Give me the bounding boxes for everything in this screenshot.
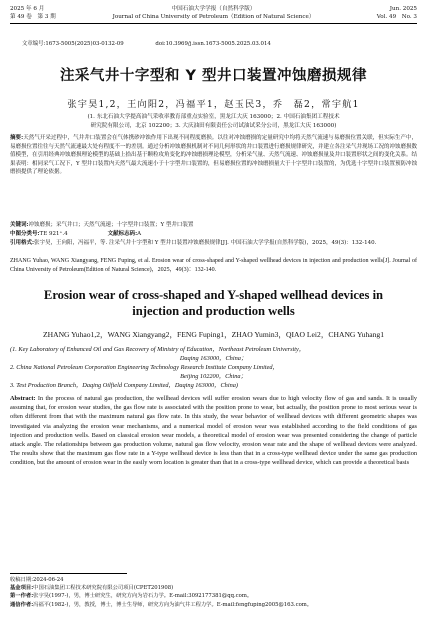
- authors-cn-text: 张宇昊1,2，王向阳2，冯福平1，赵玉民3，乔 磊2，常宇航1: [67, 99, 360, 110]
- first-author-line: [10, 592, 417, 600]
- header-vol-en: Vol. 49 No. 3: [376, 14, 417, 20]
- affiliation-cn-line: (1. 东北石油大学提高油气采收率教育部重点实验室，黑龙江大庆 163000；2. 中国石油集团工程技术: [87, 114, 340, 120]
- clc-code: TE 921⁺.4: [39, 231, 68, 237]
- first-author-text: 张宇昊(1997-)，男，博士研究生，研究方向为岩石力学。E-mail:3092177381@qq.com。: [33, 593, 253, 600]
- first-author-label: 第一作者:: [10, 593, 34, 600]
- header-vol-cn: 第 49 卷 第 3 期: [10, 14, 56, 20]
- affiliation-en-line: 3. Test Production Branch，Daqing Oilfield Company Limited，Daqing 163000，China): [10, 382, 238, 389]
- doc-code-label: 文献标志码:: [107, 231, 138, 237]
- abstract-en-label: Abstract:: [10, 395, 36, 402]
- fund-text: 中国石油集团工程技术研究院有限公司项目(CPET201908): [33, 585, 174, 592]
- header-journal-en: Journal of China University of Petroleum（Edition of Natural Science）: [112, 14, 315, 20]
- citation-en: ZHANG Yuhao, WANG Xiangyang, FENG Fuping, et al. Erosion wear of cross-shaped and Y-shaped wellhead devices in injection and production wells[J]. Journal of China University of Petroleum(Edition of Natural Science)，2025，49(3)：132-140.: [10, 258, 417, 274]
- clc-label: 中图分类号:: [10, 231, 40, 237]
- corresponding-author-text: 冯福平(1982-)，男，教授，博士，博士生导师，研究方向为油气井工程力学。E-mail:fengfuping2005@163.com。: [33, 601, 313, 608]
- header-journal-cn: 中国石油大学学报（自然科学版）: [171, 6, 256, 12]
- footnotes: [10, 576, 417, 609]
- authors-en: ZHANG Yuhao1,2，WANG Xiangyang2，FENG Fuping1，ZHAO Yumin3，QIAO Lei2，CHANG Yuhang1: [42, 330, 385, 339]
- received-date: 收稿日期:2024-06-24: [10, 577, 64, 583]
- header-rule: [10, 23, 417, 24]
- header-date-en: Jun. 2025: [389, 6, 417, 12]
- keywords-cn-label: 关键词:: [10, 222, 29, 228]
- article-meta: [22, 40, 417, 48]
- abstract-cn: [10, 134, 417, 177]
- affiliation-en-line: Beijing 102200，China；: [180, 373, 247, 380]
- header-date: 2025 年 6 月: [10, 6, 45, 12]
- authors-cn: [0, 96, 427, 110]
- article-number: 文章编号:1673-5005(2025)03-0132-09: [22, 41, 124, 47]
- abstract-cn-label: 摘要:: [10, 135, 24, 141]
- citation-cn: [10, 239, 417, 248]
- keywords-cn: [10, 221, 417, 230]
- abstract-cn-text: 天然气开采过程中，气井井口装置会在气体携砂冲蚀作用下出现不同程度磨损。以往对冲蚀磨损的定量研究中均将天然气流速与易磨损位置关联，但实际生产中，易磨损位置往往与天然气流速最大处有程度不一的差别。通过分析冲蚀磨损机制对不同几何形状的井口装置进行磨损规律研究，并建立各注采气井现场工况的冲蚀磨损数值模型，在引用经典冲蚀磨损理论模型的基础上拾出基于颗粒攻角变化的冲蚀磨损理论模型，分析采气量、天然气流速、冲蚀磨损量及井口装置形状之间的变化关系。结果表明：相同采气工况下，Y 型井口装置内天然气最大流速小于十字型井口装置的，但易磨损位置的冲蚀磨损量大于十字型井口装置的，为优选十字型井口装置预防冲蚀磨损提供了理论依据。: [10, 135, 418, 176]
- affiliations-en: [10, 345, 417, 390]
- title-cn: 注采气井十字型和 Y 型井口装置冲蚀磨损规律: [59, 68, 368, 84]
- affiliations-cn: [28, 113, 399, 130]
- corresponding-author-line: [10, 601, 417, 609]
- abstract-en: [10, 394, 417, 468]
- keywords-cn-text: 冲蚀磨损；采气井口；天然气流速；十字型井口装置；Y 型井口装置: [28, 222, 194, 228]
- classification-cn: [10, 230, 417, 239]
- corresponding-author-label: 通信作者:: [10, 601, 34, 608]
- footnote-rule: [10, 573, 127, 574]
- affiliation-en-line: 2. China National Petroleum Corporation Engineering Technology Research Institute Company Limited，: [10, 364, 279, 371]
- citation-cn-label: 引用格式:: [10, 240, 35, 246]
- doi: doi:10.3969/j.issn.1673-5005.2025.03.014: [155, 41, 271, 47]
- affiliation-cn-line: 研究院有限公司，北京 102200；3. 大庆油田有限责任公司试油试采分公司，黑龙江大庆 163000): [90, 122, 337, 129]
- fund-label: 基金项目:: [10, 585, 34, 592]
- abstract-en-text: In the process of natural gas production, the wellhead devices will suffer erosion wears due to high velocity flow of gas and sands. It is usually assuming that, for erosion wear studies, the gas flow rate is associated with the position prone to wear, but actually, the position prone to most serious wear is often different from that with the maximum natural gas flow rate. In this study, the wear behavior of wellhead devices with different geometric shapes was investigated via analyzing the erosion wear mechanisms, and a numerical model of erosion wear was established according to the field conditions of gas injection and production wells. Based on classical erosion wear models, a theoretical model of erosion wear was presented considering the change of particle attack angle. The relationships between gas production volume, natural gas flow velocity, erosion wear rate and the shape of wellhead devices were analyzed. The results show that the maximum gas flow rate in a Y-type wellhead device is less than that in a cross-type wellhead device under the same gas production condition, but the amount of erosion wear in the easily worn location is greater than that in a cross-type wellhead device, which can provide a theoretical basis: [10, 395, 417, 467]
- affiliation-en-line: (1. Key Laboratory of Enhanced Oil and Gas Recovery of Ministry of Education，Northeast Petroleum University，: [10, 346, 306, 353]
- title-en: Erosion wear of cross-shaped and Y-shaped wellhead devices in injection and production wells: [43, 288, 384, 318]
- doc-code: A: [137, 231, 142, 237]
- citation-cn-text: 张宇昊，王向阳，冯福平，等. 注采气井十字型和 Y 型井口装置冲蚀磨损规律[J]. 中国石油大学学报(自然科学版)，2025，49(3)：132-140.: [34, 240, 377, 246]
- affiliation-en-line: Daqing 163000，China；: [179, 355, 248, 362]
- fund-line: [10, 584, 417, 592]
